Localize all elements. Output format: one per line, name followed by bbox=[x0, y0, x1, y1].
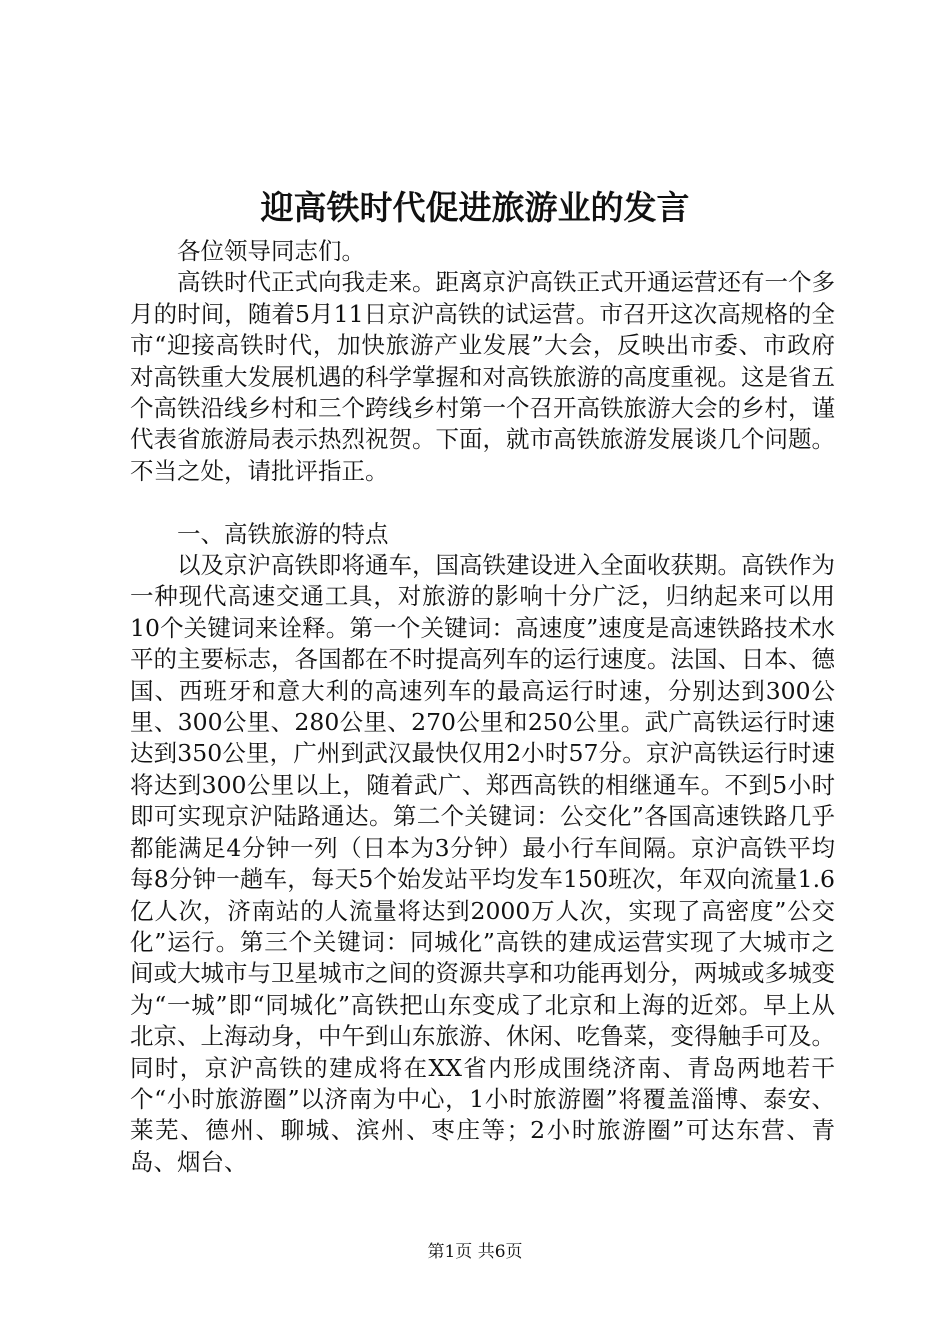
intro-paragraph: 高铁时代正式向我走来。距离京沪高铁正式开通运营还有一个多月的时间，随着5月11日京沪高铁的试运营。市召开这次高规格的全市“迎接高铁时代，加快旅游产业发展”大会，反映出市委、市政府对高铁重大发展机遇的科学掌握和对高铁旅游的高度重视。这是省五个高铁沿线乡村和三个跨线乡村第一个召开高铁旅游大会的乡村，谨代表省旅游局表示热烈祝贺。下面，就市高铁旅游发展谈几个问题。不当之处，请批评指正。 bbox=[130, 268, 835, 485]
document-title: 迎高铁时代促进旅游业的发言 bbox=[260, 188, 690, 227]
section-paragraph: 以及京沪高铁即将通车，国高铁建设进入全面收获期。高铁作为一种现代高速交通工具，对旅游的影响十分广泛，归纳起来可以用10个关键词来诠释。第一个关键词：高速度”速度是高速铁路技术水平的主要标志，各国都在不时提高列车的运行速度。法国、日本、德国、西班牙和意大利的高速列车的最高运行时速，分别达到300公里、300公里、280公里、270公里和250公里。武广高铁运行时速达到350公里，广州到武汉最快仅用2小时57分。京沪高铁运行时速将达到300公里以上，随着武广、郑西高铁的相继通车。不到5小时即可实现京沪陆路通达。第二个关键词：公交化”各国高速铁路几乎都能满足4分钟一列（日本为3分钟）最小行车间隔。京沪高铁平均每8分钟一趟车，每天5个始发站平均发车150班次，年双向流量1.6亿人次，济南站的人流量将达到2000万人次，实现了高密度”公交化”运行。第三个关键词：同城化”高铁的建成运营实现了大城市之间或大城市与卫星城市之间的资源共享和功能再划分，两城或多城变为“一城”即“同城化”高铁把山东变成了北京和上海的近郊。早上从北京、上海动身，中午到山东旅游、休闲、吃鲁菜，变得触手可及。同时，京沪高铁的建成将在XX省内形成围绕济南、青岛两地若干个“小时旅游圈”以济南为中心，1小时旅游圈”将覆盖淄博、泰安、莱芜、德州、聊城、滨州、枣庄等；2小时旅游圈”可达东营、青岛、烟台、 bbox=[130, 551, 835, 1176]
document-body bbox=[130, 236, 835, 1178]
section-heading: 一、高铁旅游的特点 bbox=[177, 519, 389, 548]
paragraph-spacer bbox=[130, 487, 835, 518]
salutation-paragraph: 各位领导同志们。 bbox=[177, 237, 365, 265]
page-footer: 第1页 共6页 bbox=[427, 1242, 523, 1262]
